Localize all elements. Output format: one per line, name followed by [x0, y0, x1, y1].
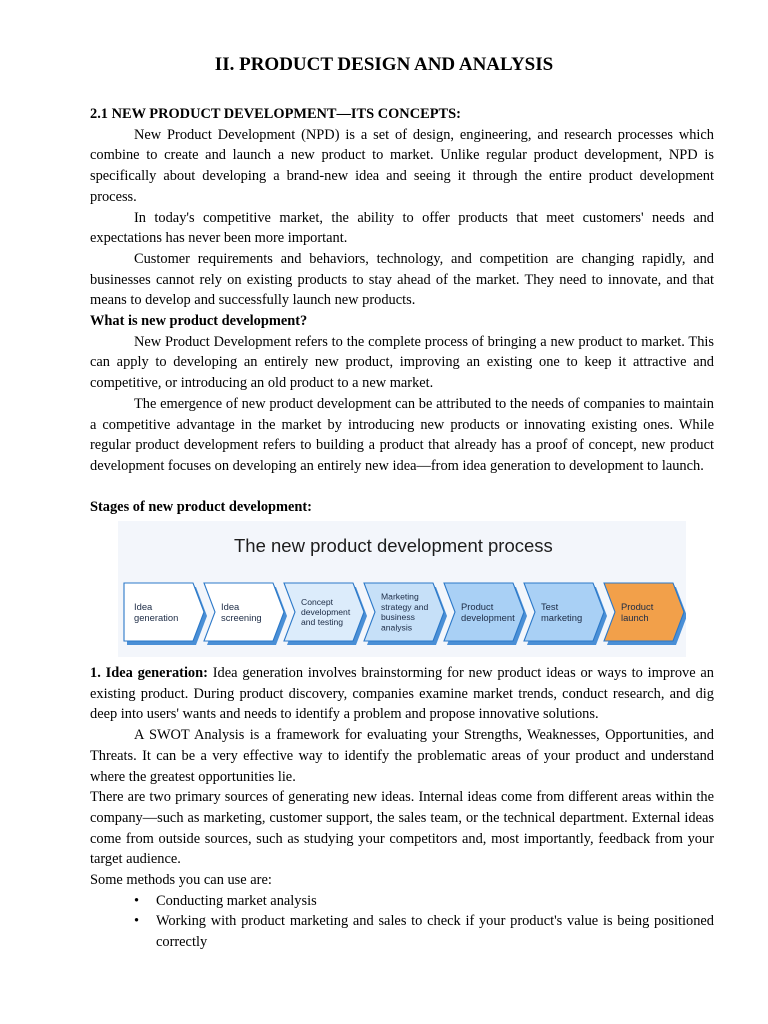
- stage-label: business: [381, 612, 415, 623]
- methods-intro: Some methods you can use are:: [90, 872, 272, 889]
- stage-label: Product: [621, 600, 654, 612]
- stage-label: Concept: [301, 596, 334, 607]
- stage-label: launch: [621, 611, 649, 623]
- stage-label: marketing: [541, 611, 583, 623]
- stage-label: Idea: [134, 600, 153, 612]
- stage-label: analysis: [381, 622, 413, 633]
- document-body: [90, 104, 714, 953]
- npd-process-svg: [118, 521, 686, 657]
- page-title: II. PRODUCT DESIGN AND ANALYSIS: [214, 54, 554, 75]
- subheading-stages: Stages of new product development:: [90, 499, 312, 516]
- npd-process-diagram: [118, 521, 686, 657]
- stage-label: Product: [461, 600, 494, 612]
- list-item: • Conducting market analysis: [134, 891, 714, 912]
- stage-label: and testing: [301, 617, 344, 628]
- paragraph-sources: There are two primary sources of generating new ideas. Internal ideas come from different areas within the company—such as marketing, customer support, the sales team, or the technical department. External ideas come from outside sources, such as studying your competitors and, most importantly, feedback from your target audience.: [90, 789, 714, 868]
- bullet-icon: •: [134, 892, 140, 909]
- stage-label: screening: [221, 611, 262, 623]
- stage-label: Idea: [221, 600, 240, 612]
- idea-generation-text: Idea generation involves brainstorming for new product ideas or ways to improve an existing product. During product discovery, companies examine market trends, conduct research, and dig deep into users' wants and needs to identify a problem and propose innovative solutions.: [90, 665, 714, 723]
- paragraph: New Product Development refers to the complete process of bringing a new product to market. This can apply to developing an entirely new product, improving an existing one to keep it attractive and competitive, or introducing an old product to a new market.: [90, 333, 714, 392]
- subheading-what-is: What is new product development?: [90, 313, 308, 330]
- stage-label: generation: [134, 611, 179, 623]
- paragraph: The emergence of new product development can be attributed to the needs of companies to maintain a competitive advantage in the market by introducing new products or innovating existing ones. While regular product development refers to building a product that already has a proof of concept, new product development focuses on developing an entirely new idea—from idea generation to development to launch.: [90, 395, 714, 474]
- spacer: [90, 477, 714, 498]
- list-item: • Working with product marketing and sales to check if your product's value is being positioned correctly: [134, 913, 714, 951]
- paragraph: New Product Development (NPD) is a set of design, engineering, and research processes which combine to create and launch a new product to market. Unlike regular product development, NPD is specifically about developing a brand-new idea and seeing it through the entire product development process.: [90, 126, 714, 205]
- section-heading: 2.1 NEW PRODUCT DEVELOPMENT—ITS CONCEPTS:: [90, 106, 461, 122]
- idea-generation-label: 1. Idea generation:: [90, 665, 208, 682]
- methods-list: [90, 891, 714, 953]
- stage-label: development: [461, 611, 515, 623]
- paragraph: Customer requirements and behaviors, technology, and competition are changing rapidly, and businesses cannot rely on existing products to stay ahead of the market. They need to innovate, and that means to develop and successfully launch new products.: [90, 250, 714, 309]
- paragraph: In today's competitive market, the ability to offer products that meet customers' needs and expectations has never been more important.: [90, 209, 714, 247]
- diagram-title: The new product development process: [234, 535, 553, 557]
- paragraph-idea-generation: [90, 663, 714, 725]
- bullet-icon: •: [134, 913, 140, 930]
- paragraph-swot: A SWOT Analysis is a framework for evaluating your Strengths, Weaknesses, Opportunities, and Threats. It can be a very effective way to identify the problematic areas of your product and understand where the greatest opportunities lie.: [90, 727, 714, 785]
- stage-label: Marketing: [381, 591, 419, 602]
- stage-label: development: [301, 607, 351, 618]
- stage-label: strategy and: [381, 601, 429, 612]
- stage-label: Test: [541, 600, 559, 612]
